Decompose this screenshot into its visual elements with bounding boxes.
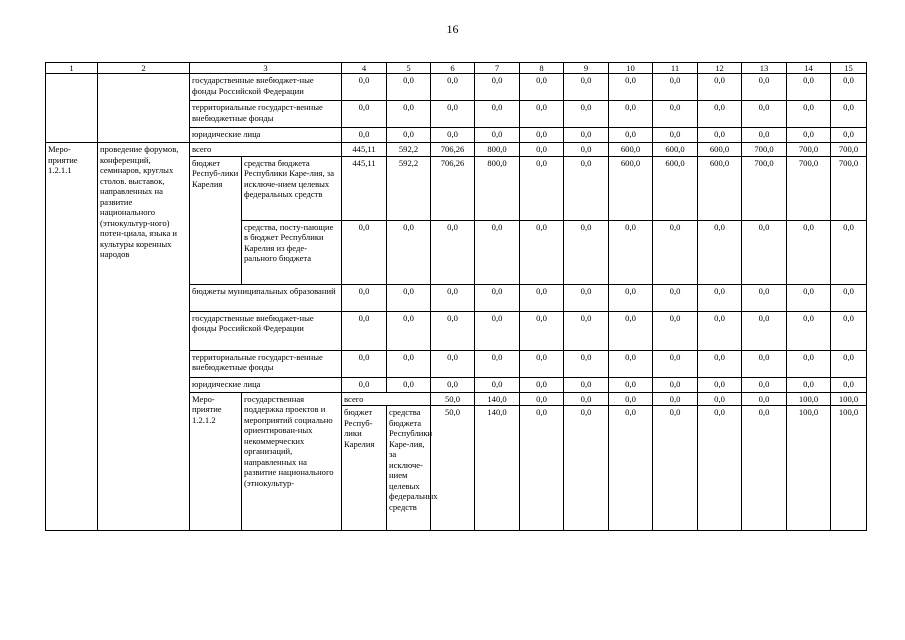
budget-label: бюджет Респуб-лики Карелия <box>342 406 387 531</box>
header-cell: 8 <box>520 63 564 74</box>
value-cell: 600,0 <box>653 156 698 220</box>
name-cell-continued <box>98 74 190 143</box>
budget-table <box>45 62 867 531</box>
value-cell: 0,0 <box>475 220 520 284</box>
value-cell: 0,0 <box>831 284 867 311</box>
value-cell: 0,0 <box>342 128 387 143</box>
value-cell: 0,0 <box>653 350 698 377</box>
source-label: всего <box>342 392 431 405</box>
value-cell: 0,0 <box>564 377 609 392</box>
header-cell: 12 <box>698 63 742 74</box>
value-cell: 0,0 <box>342 311 387 350</box>
source-label: государственные внебюджет-ные фонды Российской Федерации <box>190 74 342 101</box>
value-cell: 700,0 <box>742 143 787 156</box>
header-cell: 11 <box>653 63 698 74</box>
value-cell: 0,0 <box>698 406 742 531</box>
value-cell: 0,0 <box>653 128 698 143</box>
value-cell: 592,2 <box>387 156 431 220</box>
value-cell: 0,0 <box>698 220 742 284</box>
value-cell: 0,0 <box>698 350 742 377</box>
header-cell: 2 <box>98 63 190 74</box>
value-cell: 0,0 <box>342 284 387 311</box>
value-cell: 0,0 <box>609 406 653 531</box>
value-cell: 0,0 <box>520 220 564 284</box>
header-cell: 4 <box>342 63 387 74</box>
value-cell: 0,0 <box>787 284 831 311</box>
value-cell: 0,0 <box>698 101 742 128</box>
value-cell: 0,0 <box>387 128 431 143</box>
value-cell: 0,0 <box>520 101 564 128</box>
value-cell: 0,0 <box>342 377 387 392</box>
measure-code: Меро-приятие 1.2.1.1 <box>46 143 98 531</box>
source-label: государственные внебюджет-ные фонды Российской Федерации <box>190 311 342 350</box>
value-cell: 0,0 <box>742 220 787 284</box>
value-cell: 0,0 <box>787 220 831 284</box>
value-cell: 0,0 <box>831 74 867 101</box>
value-cell: 0,0 <box>431 101 475 128</box>
measure-name: проведение форумов, конференций, семинаров, круглых столов. выставок, направленных на развитие национального (этнокультур-ного) потен-циала, языка и культуры коренных народов <box>98 143 190 531</box>
value-cell: 0,0 <box>831 350 867 377</box>
source-label: территориальные государст-венные внебюджетные фонды <box>190 101 342 128</box>
value-cell: 800,0 <box>475 156 520 220</box>
value-cell: 0,0 <box>475 74 520 101</box>
source-label: всего <box>190 143 342 156</box>
value-cell: 0,0 <box>520 311 564 350</box>
value-cell: 706,26 <box>431 156 475 220</box>
table-row <box>46 143 867 156</box>
value-cell: 0,0 <box>387 350 431 377</box>
value-cell: 0,0 <box>831 311 867 350</box>
value-cell: 600,0 <box>609 156 653 220</box>
value-cell: 50,0 <box>431 392 475 405</box>
value-cell: 0,0 <box>475 284 520 311</box>
source-label: юридические лица <box>190 377 342 392</box>
value-cell: 706,26 <box>431 143 475 156</box>
value-cell: 0,0 <box>520 377 564 392</box>
value-cell: 0,0 <box>475 311 520 350</box>
table-row <box>46 63 867 74</box>
value-cell: 0,0 <box>475 101 520 128</box>
value-cell: 0,0 <box>831 101 867 128</box>
value-cell: 0,0 <box>653 406 698 531</box>
measure-code: Меро-приятие 1.2.1.2 <box>190 392 242 530</box>
source-label: территориальные государст-венные внебюджетные фонды <box>190 350 342 377</box>
page-number: 16 <box>446 22 459 36</box>
value-cell: 700,0 <box>787 156 831 220</box>
value-cell: 0,0 <box>431 220 475 284</box>
value-cell: 0,0 <box>564 392 609 405</box>
value-cell: 600,0 <box>698 156 742 220</box>
header-cell: 5 <box>387 63 431 74</box>
value-cell: 700,0 <box>831 143 867 156</box>
value-cell: 100,0 <box>831 406 867 531</box>
value-cell: 0,0 <box>475 350 520 377</box>
code-cell-continued <box>46 74 98 143</box>
value-cell: 0,0 <box>387 101 431 128</box>
value-cell: 0,0 <box>609 284 653 311</box>
value-cell: 0,0 <box>653 101 698 128</box>
value-cell: 0,0 <box>387 74 431 101</box>
source-label: средства, посту-пающие в бюджет Республики Карелия из феде-рального бюджета <box>242 220 342 284</box>
value-cell: 0,0 <box>387 311 431 350</box>
budget-label: бюджет Респуб-лики Карелия <box>190 156 242 284</box>
value-cell: 0,0 <box>520 392 564 405</box>
header-cell: 9 <box>564 63 609 74</box>
source-label: средства бюджета Республики Каре-лия, за исключе-нием целевых федеральных средств <box>242 156 342 220</box>
value-cell: 0,0 <box>742 74 787 101</box>
value-cell: 0,0 <box>520 156 564 220</box>
value-cell: 0,0 <box>787 377 831 392</box>
value-cell: 0,0 <box>742 311 787 350</box>
value-cell: 50,0 <box>431 406 475 531</box>
value-cell: 0,0 <box>787 350 831 377</box>
value-cell: 0,0 <box>387 377 431 392</box>
value-cell: 0,0 <box>475 377 520 392</box>
value-cell: 0,0 <box>564 284 609 311</box>
value-cell: 0,0 <box>475 128 520 143</box>
value-cell: 0,0 <box>387 284 431 311</box>
source-label: юридические лица <box>190 128 342 143</box>
value-cell: 700,0 <box>831 156 867 220</box>
value-cell: 0,0 <box>609 74 653 101</box>
value-cell: 100,0 <box>787 392 831 405</box>
source-label: средства бюджета Республики Каре-лия, за исключе-нием целевых федеральных средств <box>387 406 431 531</box>
value-cell: 0,0 <box>564 220 609 284</box>
value-cell: 0,0 <box>564 350 609 377</box>
value-cell: 0,0 <box>387 220 431 284</box>
value-cell: 445,11 <box>342 143 387 156</box>
value-cell: 0,0 <box>609 101 653 128</box>
value-cell: 0,0 <box>698 74 742 101</box>
value-cell: 0,0 <box>520 350 564 377</box>
value-cell: 600,0 <box>609 143 653 156</box>
value-cell: 0,0 <box>431 377 475 392</box>
value-cell: 0,0 <box>698 392 742 405</box>
value-cell: 0,0 <box>653 220 698 284</box>
value-cell: 0,0 <box>653 377 698 392</box>
value-cell: 0,0 <box>609 350 653 377</box>
value-cell: 0,0 <box>698 377 742 392</box>
value-cell: 0,0 <box>564 156 609 220</box>
value-cell: 0,0 <box>787 74 831 101</box>
value-cell: 0,0 <box>653 311 698 350</box>
header-cell: 15 <box>831 63 867 74</box>
value-cell: 0,0 <box>431 128 475 143</box>
value-cell: 100,0 <box>787 406 831 531</box>
value-cell: 0,0 <box>787 101 831 128</box>
value-cell: 0,0 <box>609 377 653 392</box>
value-cell: 0,0 <box>520 143 564 156</box>
measure-name: государственная поддержка проектов и мероприятий социально ориентирован-ных некоммерческих организаций, направленных на развитие национального (этнокультур- <box>242 392 342 530</box>
value-cell: 592,2 <box>387 143 431 156</box>
header-cell: 7 <box>475 63 520 74</box>
value-cell: 0,0 <box>564 406 609 531</box>
value-cell: 0,0 <box>564 128 609 143</box>
header-cell: 14 <box>787 63 831 74</box>
value-cell: 0,0 <box>787 311 831 350</box>
value-cell: 0,0 <box>342 101 387 128</box>
value-cell: 0,0 <box>564 311 609 350</box>
value-cell: 0,0 <box>564 101 609 128</box>
value-cell: 600,0 <box>698 143 742 156</box>
value-cell: 0,0 <box>653 284 698 311</box>
value-cell: 140,0 <box>475 406 520 531</box>
value-cell: 0,0 <box>431 350 475 377</box>
value-cell: 0,0 <box>653 74 698 101</box>
value-cell: 0,0 <box>742 284 787 311</box>
header-cell: 13 <box>742 63 787 74</box>
value-cell: 0,0 <box>698 311 742 350</box>
value-cell: 0,0 <box>742 101 787 128</box>
source-label: бюджеты муниципальных образований <box>190 284 342 311</box>
value-cell: 0,0 <box>742 377 787 392</box>
value-cell: 0,0 <box>520 74 564 101</box>
header-cell: 3 <box>190 63 342 74</box>
table-row <box>46 74 867 101</box>
value-cell: 0,0 <box>564 74 609 101</box>
value-cell: 0,0 <box>564 143 609 156</box>
value-cell: 0,0 <box>653 392 698 405</box>
value-cell: 0,0 <box>342 350 387 377</box>
value-cell: 0,0 <box>742 406 787 531</box>
value-cell: 600,0 <box>653 143 698 156</box>
header-cell: 10 <box>609 63 653 74</box>
value-cell: 445,11 <box>342 156 387 220</box>
value-cell: 0,0 <box>742 350 787 377</box>
value-cell: 0,0 <box>609 311 653 350</box>
value-cell: 0,0 <box>742 392 787 405</box>
value-cell: 0,0 <box>609 220 653 284</box>
value-cell: 0,0 <box>520 284 564 311</box>
header-cell: 1 <box>46 63 98 74</box>
value-cell: 0,0 <box>431 284 475 311</box>
value-cell: 0,0 <box>342 220 387 284</box>
value-cell: 0,0 <box>742 128 787 143</box>
value-cell: 0,0 <box>787 128 831 143</box>
value-cell: 0,0 <box>520 128 564 143</box>
value-cell: 140,0 <box>475 392 520 405</box>
value-cell: 100,0 <box>831 392 867 405</box>
value-cell: 0,0 <box>831 220 867 284</box>
value-cell: 0,0 <box>698 284 742 311</box>
value-cell: 0,0 <box>609 392 653 405</box>
value-cell: 0,0 <box>431 311 475 350</box>
value-cell: 0,0 <box>831 128 867 143</box>
value-cell: 0,0 <box>698 128 742 143</box>
value-cell: 800,0 <box>475 143 520 156</box>
value-cell: 0,0 <box>831 377 867 392</box>
value-cell: 0,0 <box>431 74 475 101</box>
value-cell: 0,0 <box>609 128 653 143</box>
value-cell: 0,0 <box>520 406 564 531</box>
value-cell: 700,0 <box>742 156 787 220</box>
value-cell: 700,0 <box>787 143 831 156</box>
value-cell: 0,0 <box>342 74 387 101</box>
header-cell: 6 <box>431 63 475 74</box>
